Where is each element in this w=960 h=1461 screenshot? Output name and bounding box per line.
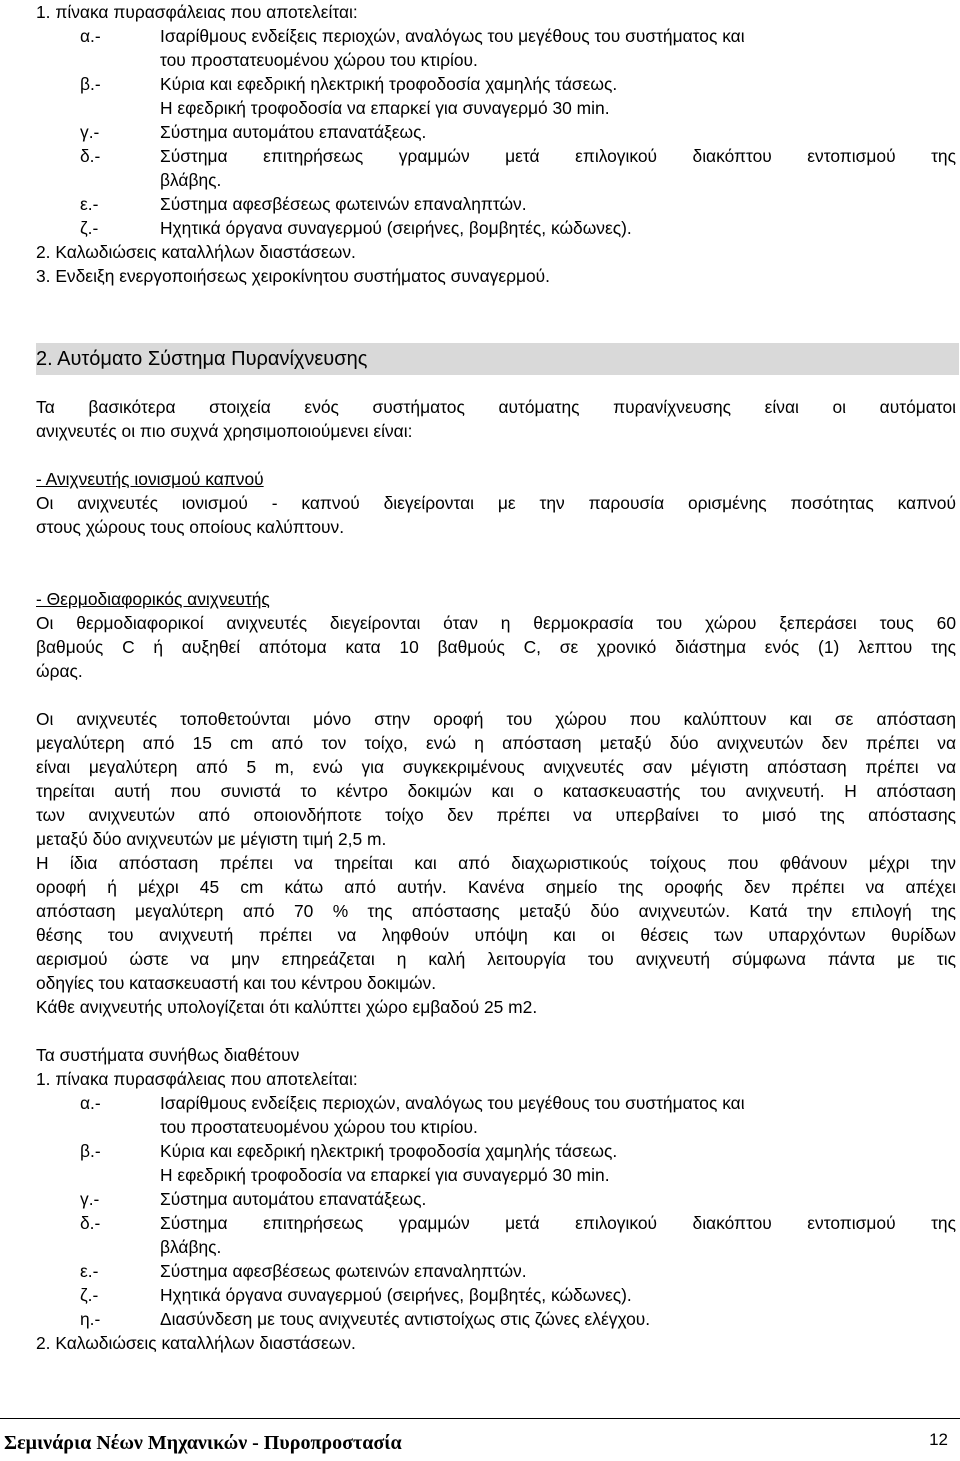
paragraph-line: τηρείται αυτή που συνιστά το κέντρο δοκιμών και ο κατασκευαστής του ανιχνευτή. Η απόσταση — [36, 781, 956, 801]
item-text: Η εφεδρική τροφοδοσία να επαρκεί για συναγερμό 30 min. — [160, 98, 610, 118]
thermo-detector-title: - Θερμοδιαφορικός ανιχνευτής — [36, 589, 270, 609]
item-marker: γ.- — [80, 122, 100, 142]
intro-paragraph — [36, 395, 956, 443]
paragraph-line: ώρας. — [36, 661, 83, 681]
item-marker: ε.- — [80, 194, 99, 214]
item-text: Σύστημα αφεσβέσεως φωτεινών επαναληπτών. — [160, 194, 527, 214]
paragraph-line: οδηγίες του κατασκευαστή και του κέντρου δοκιμών. — [36, 973, 437, 993]
ion-detector-title: - Ανιχνευτής ιονισμού καπνού — [36, 469, 264, 489]
item-marker: η.- — [80, 1309, 101, 1329]
placement-paragraph — [36, 707, 956, 1019]
bottom-list-item-c — [36, 1187, 956, 1211]
systems-intro: Τα συστήματα συνήθως διαθέτουν — [36, 1045, 300, 1065]
item-text: Κύρια και εφεδρική ηλεκτρική τροφοδοσία χαμηλής τάσεως. — [160, 74, 618, 94]
top-list-item-2: 2. Καλωδιώσεις καταλλήλων διαστάσεων. — [36, 242, 356, 262]
item-text: Σύστημα αφεσβέσεως φωτεινών επαναληπτών. — [160, 1261, 527, 1281]
footer-divider — [0, 1418, 960, 1419]
bottom-list-item-1: 1. πίνακα πυρασφάλειας που αποτελείται: — [36, 1069, 358, 1089]
paragraph-line: βαθμούς C ή αυξηθεί απότομα κατα 10 βαθμούς C, σε χρονικό διάστημα ενός (1) λεπτου της — [36, 637, 956, 657]
paragraph-line: Οι θερμοδιαφορικοί ανιχνευτές διεγείρονται όταν η θερμοκρασία του χώρου ξεπεράσει τους 60 — [36, 613, 956, 633]
top-list-item-1: 1. πίνακα πυρασφάλειας που αποτελείται: — [36, 2, 358, 22]
paragraph-line: ανιχνευτές οι πιο συχνά χρησιμοποιούμενει είναι: — [36, 421, 413, 441]
item-text: Σύστημα επιτηρήσεως γραμμών μετά επιλογικού διακόπτου εντοπισμού της — [160, 146, 956, 166]
item-text: Σύστημα αυτομάτου επανατάξεως. — [160, 1189, 427, 1209]
item-marker: δ.- — [80, 146, 101, 166]
top-list-item-e — [36, 192, 956, 216]
ion-detector-paragraph — [36, 491, 956, 539]
item-text: Κύρια και εφεδρική ηλεκτρική τροφοδοσία χαμηλής τάσεως. — [160, 1141, 618, 1161]
paragraph-line: αερισμού ώστε να μην επηρεάζεται η καλή λειτουργία του ανιχνευτή σύμφωνα πάντα με τις — [36, 949, 956, 969]
item-text: Ηχητικά όργανα συναγερμού (σειρήνες, βομβητές, κώδωνες). — [160, 1285, 632, 1305]
item-text: του προστατευομένου χώρου του κτιρίου. — [160, 50, 478, 70]
top-list-item-c — [36, 120, 956, 144]
paragraph-line: οροφή ή μέχρι 45 cm κάτω από αυτήν. Κανένα σημείο της οροφής δεν πρέπει να απέχει — [36, 877, 956, 897]
paragraph-line: μεταξύ δύο ανιχνευτών με μέγιστη τιμή 2,5 m. — [36, 829, 387, 849]
item-text: του προστατευομένου χώρου του κτιρίου. — [160, 1117, 478, 1137]
top-list — [0, 0, 956, 288]
top-list-item-3: 3. Ενδειξη ενεργοποιήσεως χειροκίνητου συστήματος συναγερμού. — [36, 266, 551, 286]
paragraph-line: απόσταση μεγαλύτερη από 70 % της απόστασης μεταξύ δύο ανιχνευτών. Κατά την επιλογή της — [36, 901, 956, 921]
paragraph-line: μεγαλύτερη από 15 cm από τον τοίχο, ενώ η απόσταση μεταξύ δύο ανιχνευτών δεν πρέπει να — [36, 733, 956, 753]
bottom-list-item-2: 2. Καλωδιώσεις καταλλήλων διαστάσεων. — [36, 1333, 356, 1353]
item-marker: δ.- — [80, 1213, 101, 1233]
top-list-item-b — [36, 72, 956, 120]
bottom-list-item-g — [36, 1307, 956, 1331]
paragraph-line: Κάθε ανιχνευτής υπολογίζεται ότι καλύπτει χώρο εμβαδού 25 m2. — [36, 997, 538, 1017]
paragraph-line: Οι ανιχνευτές τοποθετούνται μόνο στην οροφή του χώρου που καλύπτουν και σε απόσταση — [36, 709, 956, 729]
bottom-list-item-e — [36, 1259, 956, 1283]
item-text: βλάβης. — [160, 1237, 222, 1257]
paragraph-line: Η ίδια απόσταση πρέπει να τηρείται και από διαχωριστικούς τοίχους που φθάνουν μέχρι την — [36, 853, 956, 873]
item-text: βλάβης. — [160, 170, 222, 190]
item-text: Ισαρίθμους ενδείξεις περιοχών, αναλόγως του μεγέθους του συστήματος και — [160, 1093, 745, 1113]
top-list-item-f — [36, 216, 956, 240]
item-marker: ζ.- — [80, 1285, 99, 1305]
thermo-detector-paragraph — [36, 611, 956, 683]
bottom-list-item-a — [36, 1091, 956, 1139]
paragraph-line: είναι μεγαλύτερη από 5 m, ενώ για συγκεκριμένους ανιχνευτές σαν μέγιστη απόσταση πρέπει να — [36, 757, 956, 777]
footer-title: Σεμινάρια Νέων Μηχανικών - Πυροπροστασία — [4, 1432, 402, 1454]
top-list-item-d — [36, 144, 956, 192]
item-text: Ισαρίθμους ενδείξεις περιοχών, αναλόγως του μεγέθους του συστήματος και — [160, 26, 745, 46]
item-text: Σύστημα αυτομάτου επανατάξεως. — [160, 122, 427, 142]
paragraph-line: στους χώρους τους οποίους καλύπτουν. — [36, 517, 345, 537]
item-text: Ηχητικά όργανα συναγερμού (σειρήνες, βομβητές, κώδωνες). — [160, 218, 632, 238]
page-number: 12 — [929, 1430, 948, 1449]
item-marker: β.- — [80, 74, 101, 94]
item-marker: α.- — [80, 26, 101, 46]
paragraph-line: θέσης του ανιχνευτή πρέπει να ληφθούν υπόψη και οι θέσεις των υπαρχόντων θυρίδων — [36, 925, 956, 945]
item-marker: ε.- — [80, 1261, 99, 1281]
item-text: Σύστημα επιτηρήσεως γραμμών μετά επιλογικού διακόπτου εντοπισμού της — [160, 1213, 956, 1233]
item-marker: γ.- — [80, 1189, 100, 1209]
item-text: Διασύνδεση με τους ανιχνευτές αντιστοίχως στις ζώνες ελέγχου. — [160, 1309, 651, 1329]
item-marker: ζ.- — [80, 218, 99, 238]
section-body — [36, 395, 956, 1355]
item-marker: β.- — [80, 1141, 101, 1161]
bottom-list-item-d — [36, 1211, 956, 1259]
item-marker: α.- — [80, 1093, 101, 1113]
paragraph-line: Οι ανιχνευτές ιονισμού - καπνού διεγείρονται με την παρουσία ορισμένης ποσότητας καπνού — [36, 493, 956, 513]
top-list-item-a — [36, 24, 956, 72]
item-text: Η εφεδρική τροφοδοσία να επαρκεί για συναγερμό 30 min. — [160, 1165, 610, 1185]
bottom-list — [36, 1067, 956, 1355]
bottom-list-item-f — [36, 1283, 956, 1307]
bottom-list-item-b — [36, 1139, 956, 1187]
paragraph-line: των ανιχνευτών από οποιονδήποτε τοίχο δεν πρέπει να υπερβαίνει το μισό της απόστασης — [36, 805, 956, 825]
paragraph-line: Τα βασικότερα στοιχεία ενός συστήματος αυτόματης πυρανίχνευσης είναι οι αυτόματοι — [36, 397, 956, 417]
section-heading: 2. Αυτόματο Σύστημα Πυρανίχνευσης — [36, 343, 959, 375]
